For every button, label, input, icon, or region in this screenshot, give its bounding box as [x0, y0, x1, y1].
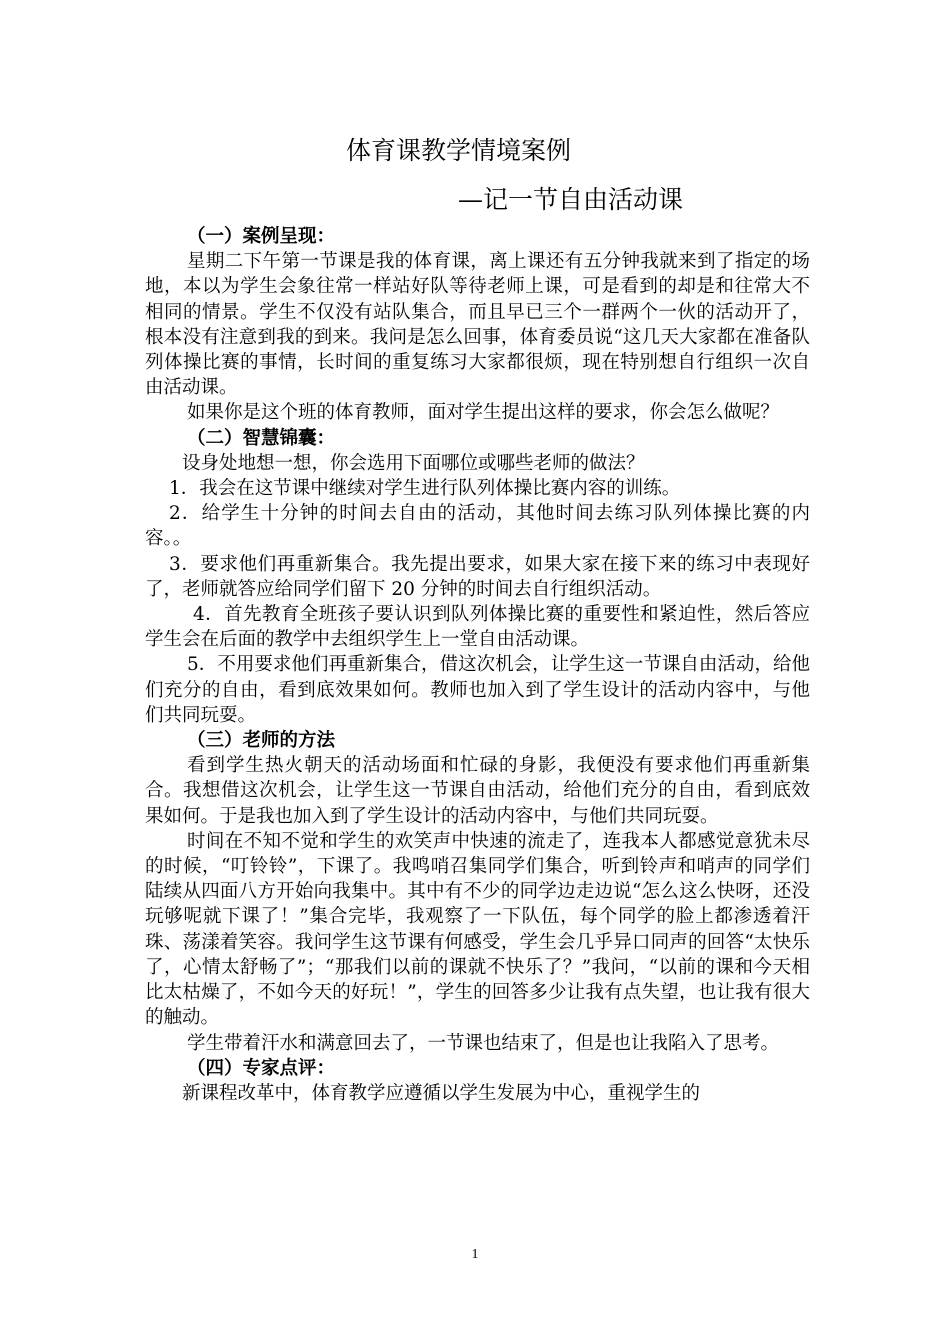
section-heading-1: （一）案例呈现：: [187, 226, 336, 247]
page-number: 1: [471, 1247, 479, 1262]
document-body: [145, 224, 810, 1106]
document-subtitle: —记一节自由活动课: [458, 185, 684, 214]
list-item: 2．给学生十分钟的时间去自由的活动，其他时间去练习队列体操比赛的内容。。: [145, 503, 810, 550]
list-item: 1．我会在这节课中继续对学生进行队列体操比赛内容的训练。: [169, 478, 681, 500]
list-item: 3．要求他们再重新集合。我先提出要求，如果大家在接下来的练习中表现好了，老师就答应给同学们留下 20 分钟的时间去自行组织活动。: [145, 553, 810, 600]
paragraph: 设身处地想一想，你会选用下面哪位或哪些老师的做法？: [182, 452, 645, 474]
paragraph: 学生带着汗水和满意回去了，一节课也结束了，但是也让我陷入了思考。: [187, 1032, 780, 1054]
list-item: 5．不用要求他们再重新集合，借这次机会，让学生这一节课自由活动，给他们充分的自由，看到底效果如何。教师也加入到了学生设计的活动内容中，与他们共同玩耍。: [145, 654, 810, 726]
document-title: 体育课教学情境案例: [346, 136, 572, 165]
paragraph: 新课程改革中，体育教学应遵循以学生发展为中心，重视学生的: [182, 1082, 701, 1104]
section-heading-2: （二）智慧锦囊：: [187, 427, 336, 449]
list-item: 4．首先教育全班孩子要认识到队列体操比赛的重要性和紧迫性，然后答应学生会在后面的教学中去组织学生上一堂自由活动课。: [145, 604, 810, 651]
section-heading-4: （四）专家点评：: [187, 1057, 336, 1079]
paragraph: 星期二下午第一节课是我的体育课，离上课还有五分钟我就来到了指定的场地，本以为学生会象往常一样站好队等待老师上课，可是看到的却是和往常大不相同的情景。学生不仅没有站队集合，而且早已三个一群两个一伙的活动开了，根本没有注意到我的到来。我问是怎么回事，体育委员说“这几天大家都在准备队列体操比赛的事情，长时间的重复练习大家都很烦，现在特别想自行组织一次自由活动课。: [145, 251, 810, 399]
section-heading-3: （三）老师的方法: [187, 730, 336, 752]
paragraph: 看到学生热火朝天的活动场面和忙碌的身影，我便没有要求他们再重新集合。我想借这次机会，让学生这一节课自由活动，给他们充分的自由，看到底效果如何。于是我也加入到了学生设计的活动内容中，与他们共同玩耍。: [145, 755, 810, 827]
paragraph: 如果你是这个班的体育教师，面对学生提出这样的要求，你会怎么做呢？: [187, 402, 780, 424]
paragraph: 时间在不知不觉和学生的欢笑声中快速的流走了，连我本人都感觉意犹未尽的时候，“叮铃铃”，下课了。我鸣哨召集同学们集合，听到铃声和哨声的同学们陆续从四面八方开始向我集中。其中有不少的同学边走边说“怎么这么快呀，还没玩够呢就下课了！”集合完毕，我观察了一下队伍，每个同学的脸上都渗透着汗珠、荡漾着笑容。我问学生这节课有何感受，学生会几乎异口同声的回答“太快乐了，心情太舒畅了”；“那我们以前的课就不快乐了？”我问，“以前的课和今天相比太枯燥了，不如今天的好玩！”，学生的回答多少让我有点失望，也让我有很大的触动。: [145, 830, 810, 1029]
